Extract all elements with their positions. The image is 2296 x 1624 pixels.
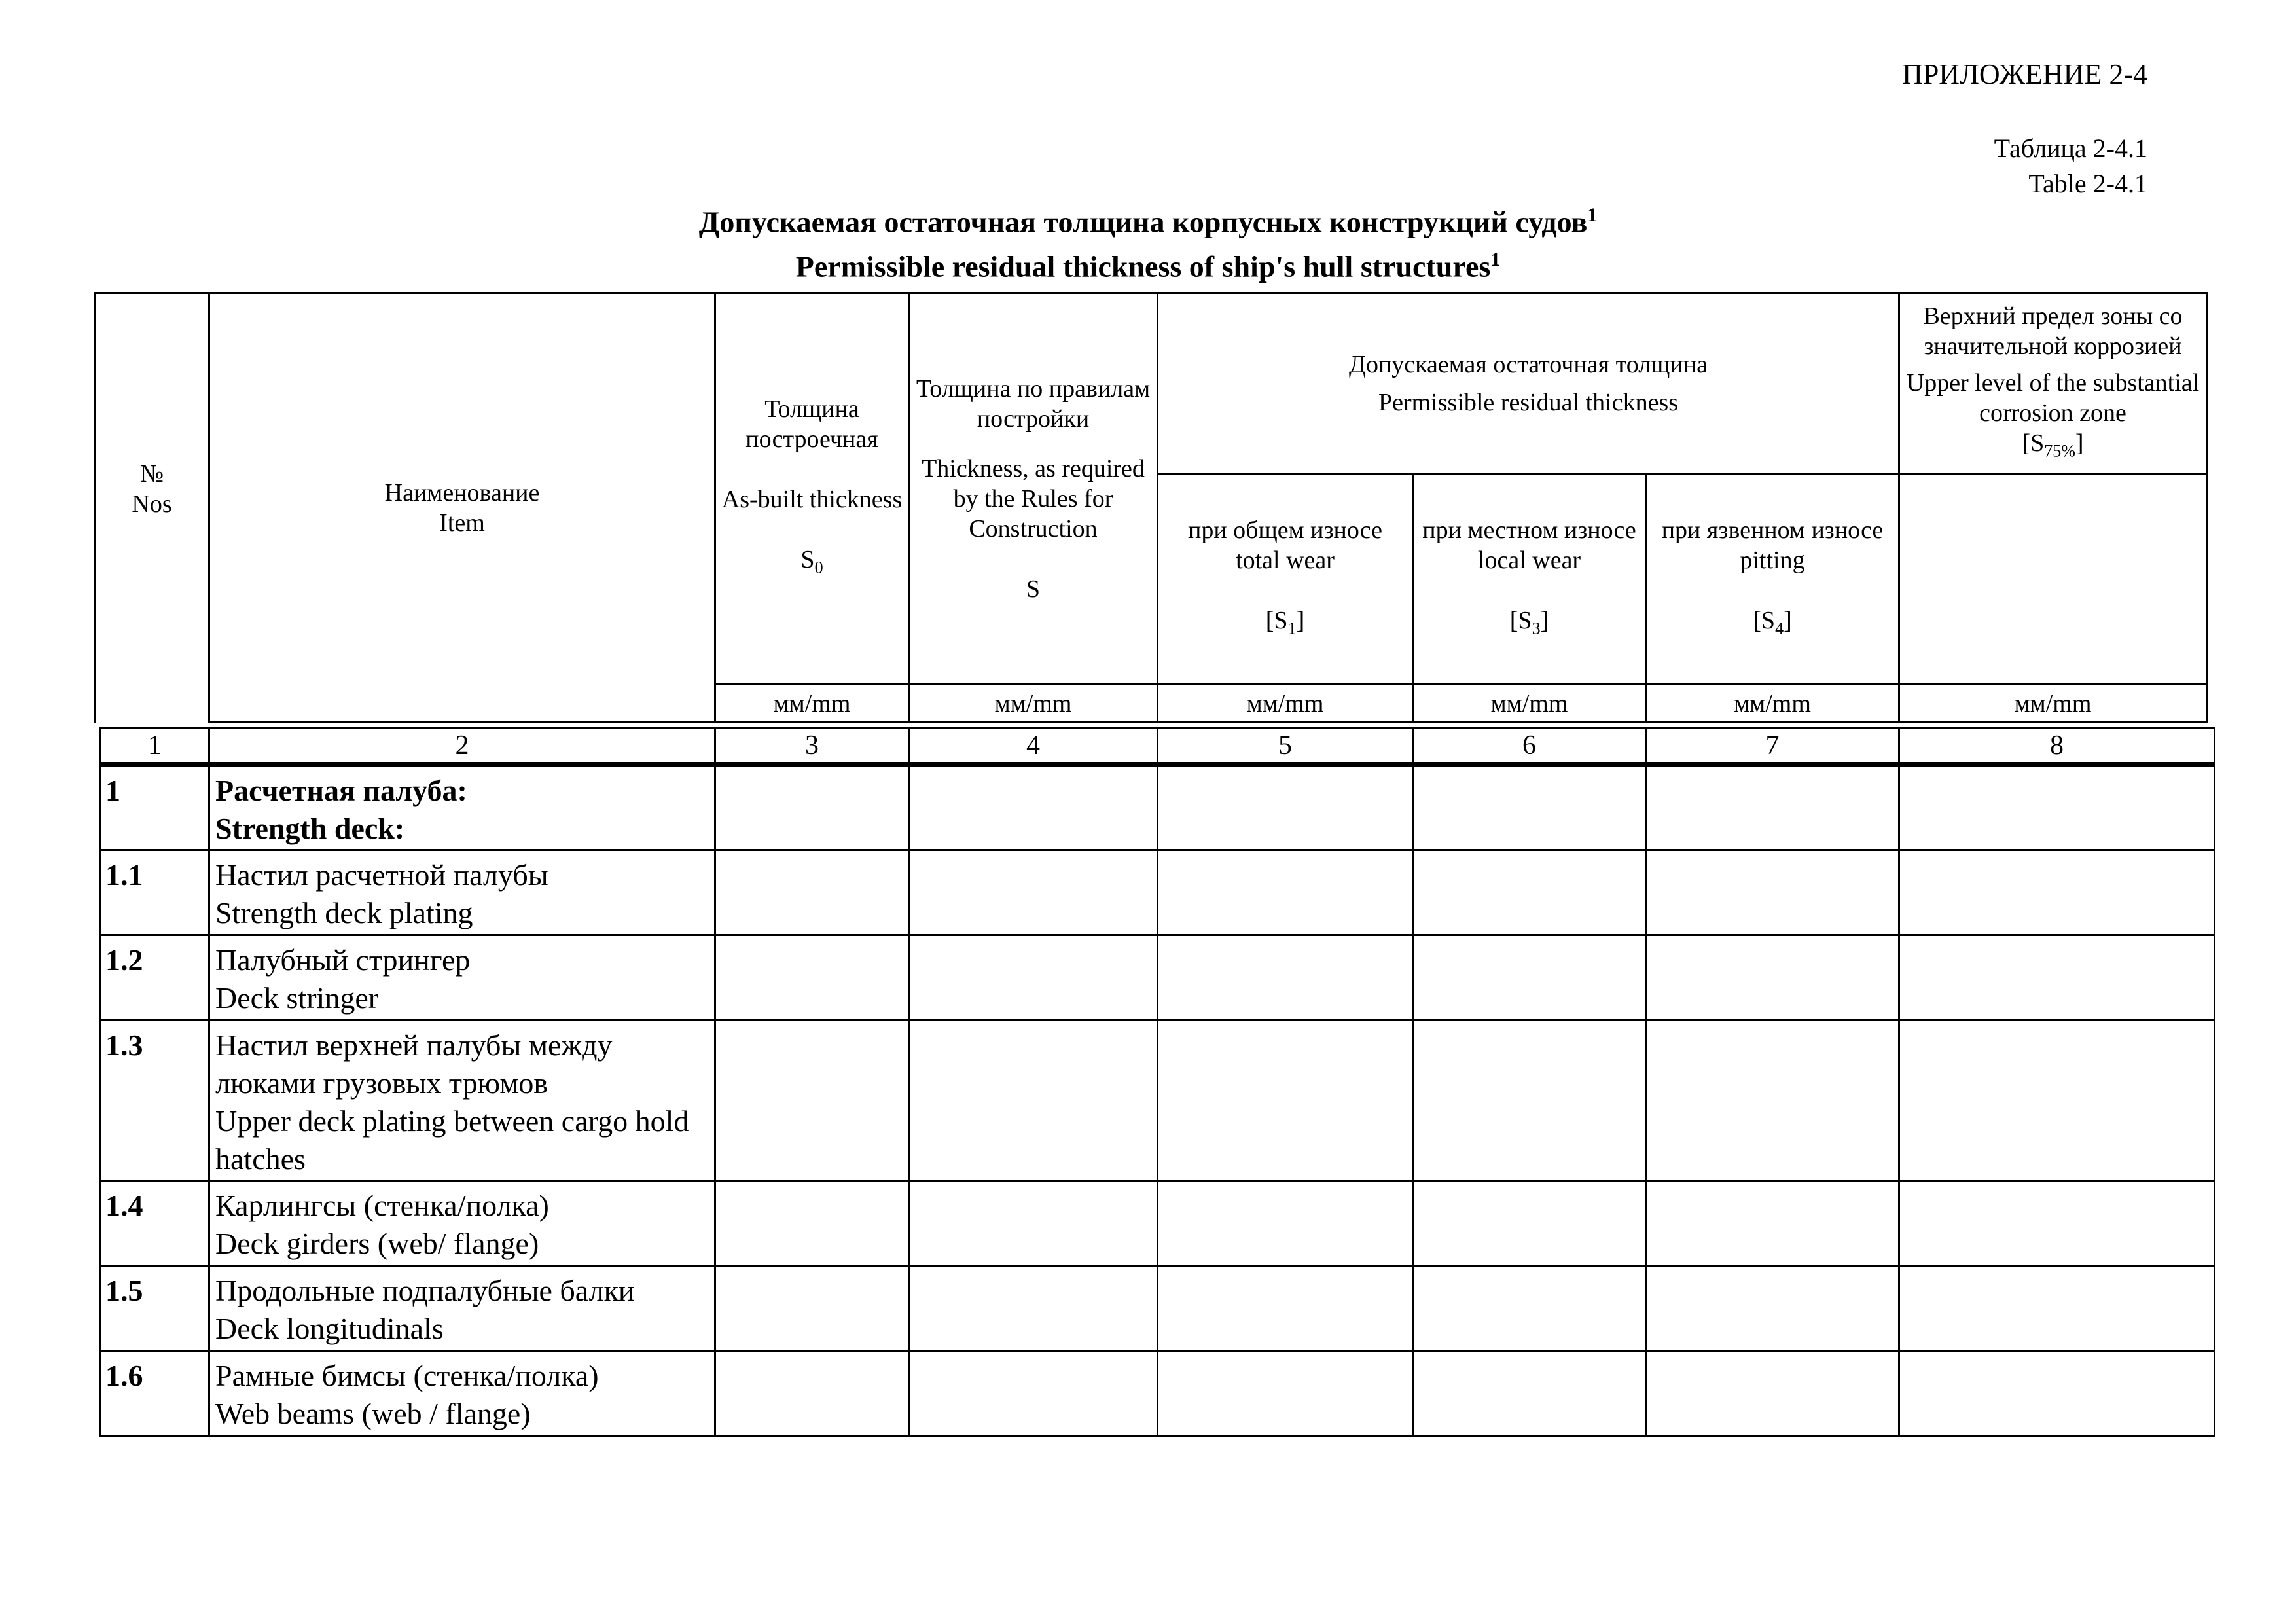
appendix-label: ПРИЛОЖЕНИЕ 2-4 [1902,58,2147,90]
column-number: 1 [101,728,209,765]
header-local-wear: при местном износе local wear $[S_3]$ [1413,475,1646,685]
row-item: Карлингсы (стенка/полка) Deck girders (web/ flange) [209,1181,715,1266]
row-item: Продольные подпалубные балки Deck longitudinals [209,1266,715,1351]
header-pitting: при язвенном износе pitting $[S_4]$ [1646,475,1899,685]
table-number-ru: Таблица 2-4.1 [1994,134,2147,163]
empty-cell[interactable] [1158,850,1413,935]
data-table [99,727,2215,1437]
column-number-row [101,728,2215,765]
empty-cell[interactable] [1158,1020,1413,1181]
empty-cell[interactable] [715,1020,909,1181]
row-item: Расчетная палуба: Strength deck: [209,765,715,850]
column-number: 2 [209,728,715,765]
empty-cell[interactable] [1158,765,1413,850]
row-number: 1.6 [101,1351,209,1436]
empty-cell[interactable] [1646,1266,1899,1351]
table-row [101,850,2215,935]
unit-col8: мм/mm [1899,685,2207,723]
header-residual: Допускаемая остаточная толщина Permissible residual thickness [1158,293,1899,475]
empty-cell[interactable] [1413,1266,1646,1351]
empty-cell[interactable] [909,1266,1158,1351]
row-item: Палубный стрингер Deck stringer [209,935,715,1020]
empty-cell[interactable] [1899,850,2215,935]
column-number: 6 [1413,728,1646,765]
empty-cell[interactable] [1646,1020,1899,1181]
header-total-wear: при общем износе total wear $[S_1]$ [1158,475,1413,685]
column-number: 5 [1158,728,1413,765]
header-as-built: Толщина построечная As-built thickness $S_0$ [715,293,909,685]
unit-col6: мм/mm [1413,685,1646,723]
empty-cell[interactable] [1899,1266,2215,1351]
title-en: Permissible residual thickness of ship's hull structures$^1$ [795,249,1501,283]
column-number: 3 [715,728,909,765]
table-number-en: Table 2-4.1 [2028,169,2147,198]
empty-cell[interactable] [1158,1181,1413,1266]
empty-cell[interactable] [1158,935,1413,1020]
row-item: Рамные бимсы (стенка/полка) Web beams (web / flange) [209,1351,715,1436]
table-row [101,1351,2215,1436]
empty-cell[interactable] [1899,765,2215,850]
header-nos: № Nos [95,293,209,685]
empty-cell[interactable] [1899,1020,2215,1181]
empty-cell[interactable] [1899,935,2215,1020]
empty-cell[interactable] [909,1020,1158,1181]
empty-cell[interactable] [909,765,1158,850]
empty-cell[interactable] [715,1351,909,1436]
column-number: 4 [909,728,1158,765]
row-number: 1.3 [101,1020,209,1181]
empty-cell[interactable] [1158,1266,1413,1351]
empty-cell[interactable] [1413,1020,1646,1181]
empty-cell[interactable] [1413,850,1646,935]
header-item: Наименование Item [209,293,715,723]
row-number: 1.1 [101,850,209,935]
table-row [101,1266,2215,1351]
empty-cell[interactable] [1158,1351,1413,1436]
unit-col7: мм/mm [1646,685,1899,723]
row-item: Настил верхней палубы между люками грузовых трюмов Upper deck plating between cargo hold hatches [209,1020,715,1181]
header-upper-level: Верхний предел зоны со значительной коррозией Upper level of the substantial corrosion zone $[S_{75\%}]$ [1899,293,2207,475]
empty-cell[interactable] [1646,1181,1899,1266]
row-item: Настил расчетной палубы Strength deck plating [209,850,715,935]
table-row [101,1181,2215,1266]
empty-cell[interactable] [909,850,1158,935]
empty-cell[interactable] [1413,1181,1646,1266]
empty-cell[interactable] [909,935,1158,1020]
row-number: 1.2 [101,935,209,1020]
table-row [101,765,2215,850]
empty-cell[interactable] [715,765,909,850]
column-number: 7 [1646,728,1899,765]
empty-cell[interactable] [1413,1351,1646,1436]
empty-cell[interactable] [1413,765,1646,850]
empty-cell[interactable] [1646,850,1899,935]
table-row [101,935,2215,1020]
empty-cell[interactable] [1646,765,1899,850]
empty-cell[interactable] [1899,1351,2215,1436]
empty-cell[interactable] [715,1266,909,1351]
empty-cell[interactable] [909,1181,1158,1266]
unit-col3: мм/mm [715,685,909,723]
empty-cell[interactable] [1646,935,1899,1020]
title-ru: Допускаемая остаточная толщина корпусных конструкций судов$^1$ [698,204,1598,239]
empty-cell[interactable] [1413,935,1646,1020]
row-number: 1.4 [101,1181,209,1266]
unit-col4: мм/mm [909,685,1158,723]
column-number: 8 [1899,728,2215,765]
empty-cell[interactable] [715,935,909,1020]
row-number: 1.5 [101,1266,209,1351]
empty-cell[interactable] [909,1351,1158,1436]
row-number: 1 [101,765,209,850]
header-nos-gap [95,685,209,723]
empty-cell[interactable] [1646,1351,1899,1436]
header-upper-blank [1899,475,2207,685]
empty-cell[interactable] [715,850,909,935]
empty-cell[interactable] [715,1181,909,1266]
header-table [94,292,2208,723]
table-title [0,196,2296,286]
empty-cell[interactable] [1899,1181,2215,1266]
unit-col5: мм/mm [1158,685,1413,723]
table-number [1994,131,2147,202]
header-rules: Толщина по правилам постройки Thickness, as required by the Rules for Construction S [909,293,1158,685]
table-row [101,1020,2215,1181]
